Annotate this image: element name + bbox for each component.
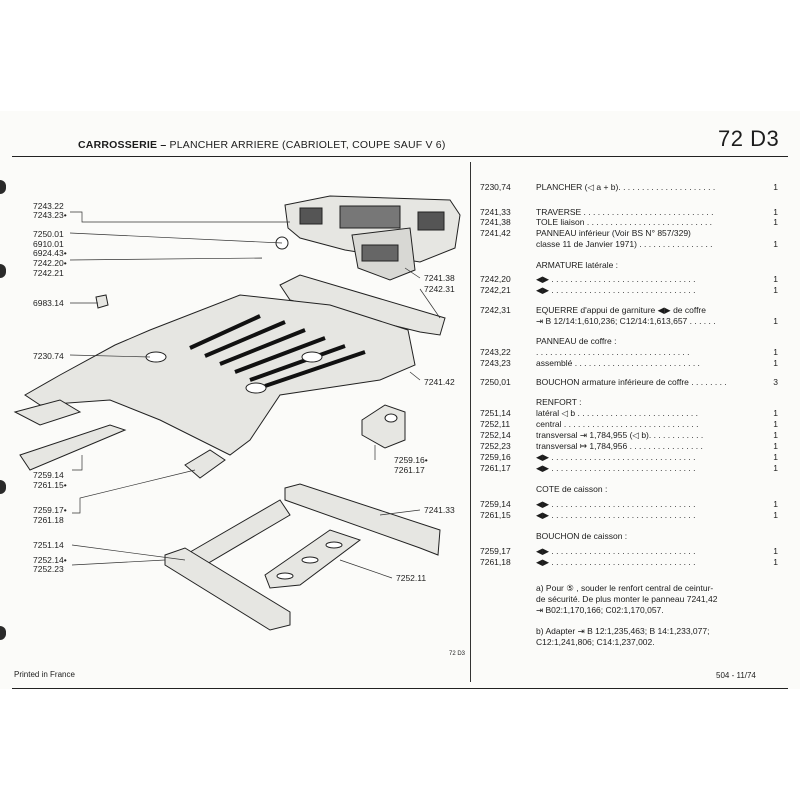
part-number: 7242,20 — [480, 274, 511, 284]
parts-row — [480, 441, 790, 452]
transverse-reinforcement-part — [165, 548, 290, 630]
footnote-line: de sécurité. De plus monter le panneau 7241,42 — [536, 594, 718, 604]
callout-6924-43: 6924.43• — [33, 248, 67, 258]
part-quantity: 1 — [773, 239, 778, 249]
part-description: latéral ◁ b . . . . . . . . . . . . . . . . . . . . . . . . . . — [536, 408, 698, 418]
callout-7251-14: 7251.14 — [33, 540, 64, 550]
part-description: ◀▶ . . . . . . . . . . . . . . . . . . . . . . . . . . . . . . . — [536, 285, 696, 295]
part-number: 7241,38 — [480, 217, 511, 227]
reinforcement-slot — [326, 542, 342, 548]
parts-row — [480, 499, 790, 510]
part-description: transversal ⇥ 1,784,955 (◁ b). . . . . . . . . . . . — [536, 430, 704, 440]
part-description: ◀▶ . . . . . . . . . . . . . . . . . . . . . . . . . . . . . . . — [536, 546, 696, 556]
parts-row — [480, 347, 790, 358]
part-quantity: 3 — [773, 377, 778, 387]
part-number: 7259,17 — [480, 546, 511, 556]
part-description: PANNEAU de coffre : — [536, 336, 617, 346]
part-quantity: 1 — [773, 557, 778, 567]
part-number: 7243,23 — [480, 358, 511, 368]
floor-plug-hole — [246, 383, 266, 393]
callout-7259-16: 7259.16• — [394, 455, 428, 465]
caisson-side-part — [15, 400, 80, 425]
part-number: 7252,14 — [480, 430, 511, 440]
part-number: 7261,17 — [480, 463, 511, 473]
footer-rule — [12, 688, 788, 689]
part-number: 7261,18 — [480, 557, 511, 567]
parts-row — [480, 408, 790, 419]
liaison-plate-opening — [362, 245, 398, 261]
figure-code: 72 D3 — [449, 651, 466, 657]
part-number: 7259,14 — [480, 499, 511, 509]
callout-7230-74: 7230.74 — [33, 351, 64, 361]
part-description: TOLE liaison . . . . . . . . . . . . . . . . . . . . . . . . . . . — [536, 217, 713, 227]
page-title — [78, 139, 446, 151]
caisson-plug-part — [185, 450, 225, 478]
part-description: TRAVERSE . . . . . . . . . . . . . . . . . . . . . . . . . . . . — [536, 207, 714, 217]
part-description: PLANCHER (◁ a + b). . . . . . . . . . . . . . . . . . . . . — [536, 182, 716, 192]
parts-row — [480, 358, 790, 369]
parts-row — [480, 316, 790, 327]
part-quantity: 1 — [773, 358, 778, 368]
footnote-line: ⇥ B02:1,170,166; C02:1,170,057. — [536, 605, 664, 615]
parts-row — [480, 452, 790, 463]
part-description: ◀▶ . . . . . . . . . . . . . . . . . . . . . . . . . . . . . . . — [536, 499, 696, 509]
part-quantity: 1 — [773, 510, 778, 520]
parts-row — [480, 285, 790, 296]
part-number: 7241,42 — [480, 228, 511, 238]
part-quantity: 1 — [773, 285, 778, 295]
callout-7241-33: 7241.33 — [424, 505, 455, 515]
part-description: ◀▶ . . . . . . . . . . . . . . . . . . . . . . . . . . . . . . . — [536, 510, 696, 520]
small-plug-part — [96, 295, 108, 308]
part-description: RENFORT : — [536, 397, 582, 407]
part-description: BOUCHON de caisson : — [536, 531, 628, 541]
parts-row — [480, 430, 790, 441]
callout-7259-14: 7259.14 — [33, 470, 64, 480]
part-number: 7242,21 — [480, 285, 511, 295]
callout-7241-42: 7241.42 — [424, 377, 455, 387]
trunk-panel-opening — [340, 206, 400, 228]
parts-row — [480, 239, 790, 250]
page-code: 72 D3 — [718, 126, 780, 151]
title-main: CARROSSERIE – — [78, 139, 170, 151]
part-number: 7241,33 — [480, 207, 511, 217]
part-number: 7250,01 — [480, 377, 511, 387]
side-reinforcement-part — [362, 405, 405, 448]
part-quantity: 1 — [773, 316, 778, 326]
parts-row — [480, 182, 790, 193]
parts-row — [480, 557, 790, 568]
footnote-line: C12:1,241,806; C14:1,237,002. — [536, 637, 655, 647]
callout-7261-15: 7261.15• — [33, 480, 67, 490]
part-number: 7230,74 — [480, 182, 511, 192]
part-description: BOUCHON armature inférieure de coffre . . . . . . . . — [536, 377, 727, 387]
part-number: 7261,15 — [480, 510, 511, 520]
footnote-line: a) Pour ⑤ , souder le renfort central de ceintur- — [536, 583, 714, 593]
part-description: ◀▶ . . . . . . . . . . . . . . . . . . . . . . . . . . . . . . . — [536, 463, 696, 473]
column-divider — [470, 162, 471, 682]
part-quantity: 1 — [773, 274, 778, 284]
parts-row — [480, 260, 790, 271]
callout-7242-21: 7242.21 — [33, 268, 64, 278]
part-number: 7259,16 — [480, 452, 511, 462]
parts-row — [480, 419, 790, 430]
parts-row — [480, 336, 790, 347]
title-rest: PLANCHER ARRIERE (CABRIOLET, COUPE SAUF V 6) — [169, 139, 446, 151]
part-quantity: 1 — [773, 546, 778, 556]
part-quantity: 1 — [773, 408, 778, 418]
callout-7250-01: 7250.01 — [33, 229, 64, 239]
parts-row — [480, 463, 790, 474]
parts-row — [480, 305, 790, 316]
parts-row — [480, 228, 790, 239]
callout-7243-23: 7243.23• — [33, 210, 67, 220]
part-description: ◀▶ . . . . . . . . . . . . . . . . . . . . . . . . . . . . . . . — [536, 557, 696, 567]
part-description: ◀▶ . . . . . . . . . . . . . . . . . . . . . . . . . . . . . . . — [536, 452, 696, 462]
footnote-line: b) Adapter ⇥ B 12:1,235,463; B 14:1,233,077; — [536, 626, 710, 636]
callout-7242-20: 7242.20• — [33, 258, 67, 268]
caisson-side-part — [20, 425, 125, 470]
part-quantity: 1 — [773, 441, 778, 451]
part-description: COTE de caisson : — [536, 484, 608, 494]
parts-row — [480, 546, 790, 557]
callout-7261-18: 7261.18 — [33, 515, 64, 525]
rear-floor-part — [25, 295, 415, 455]
callout-7252-14: 7252.14• — [33, 555, 67, 565]
callout-7242-31: 7242.31 — [424, 284, 455, 294]
part-description: transversal ↦ 1,784,956 . . . . . . . . . . . . . . . . — [536, 441, 703, 451]
part-number: 7243,22 — [480, 347, 511, 357]
callout-6983-14: 6983.14 — [33, 298, 64, 308]
parts-row — [480, 274, 790, 285]
trunk-panel-opening — [300, 208, 322, 224]
part-quantity: 1 — [773, 463, 778, 473]
part-quantity: 1 — [773, 452, 778, 462]
callout-7259-17: 7259.17• — [33, 505, 67, 515]
parts-row — [480, 531, 790, 542]
part-number: 7242,31 — [480, 305, 511, 315]
part-quantity: 1 — [773, 499, 778, 509]
part-quantity: 1 — [773, 430, 778, 440]
part-number: 7252,11 — [480, 419, 511, 429]
floor-plug-hole — [302, 352, 322, 362]
part-quantity: 1 — [773, 182, 778, 192]
footer-ref: 504 - 11/74 — [716, 671, 756, 680]
part-description: ◀▶ . . . . . . . . . . . . . . . . . . . . . . . . . . . . . . . — [536, 274, 696, 284]
part-quantity: 1 — [773, 347, 778, 357]
part-description: PANNEAU inférieur (Voir BS N° 857/329) — [536, 228, 691, 238]
part-description: assemblé . . . . . . . . . . . . . . . . . . . . . . . . . . . — [536, 358, 700, 368]
callout-6910-01: 6910.01 — [33, 239, 64, 249]
part-quantity: 1 — [773, 217, 778, 227]
parts-row — [480, 217, 790, 228]
part-description: ⇥ B 12/14:1,610,236; C12/14:1,613,657 . . . . . . — [536, 316, 716, 326]
footer-printed: Printed in France — [14, 670, 75, 679]
reinforcement-slot — [302, 557, 318, 563]
part-description: . . . . . . . . . . . . . . . . . . . . . . . . . . . . . . . . . — [536, 347, 690, 357]
part-quantity: 1 — [773, 419, 778, 429]
part-description: central . . . . . . . . . . . . . . . . . . . . . . . . . . . . . — [536, 419, 699, 429]
header-rule — [12, 156, 788, 157]
exploded-parts-drawing — [0, 160, 470, 680]
parts-row — [480, 484, 790, 495]
part-quantity: 1 — [773, 207, 778, 217]
part-description: classe 11 de Janvier 1971) . . . . . . . . . . . . . . . . — [536, 239, 713, 249]
parts-row — [480, 377, 790, 388]
reinforcement-slot — [277, 573, 293, 579]
part-description: EQUERRE d'appui de garniture ◀▶ de coffre — [536, 305, 706, 315]
parts-row — [480, 397, 790, 408]
trunk-panel-opening — [418, 212, 444, 230]
callout-7261-17: 7261.17 — [394, 465, 425, 475]
part-number: 7252,23 — [480, 441, 511, 451]
reinforcement-hole — [385, 414, 397, 422]
parts-row — [480, 510, 790, 521]
part-number: 7251,14 — [480, 408, 511, 418]
callout-7252-23: 7252.23 — [33, 564, 64, 574]
transverse-member-part — [285, 484, 440, 555]
callout-7252-11: 7252.11 — [396, 573, 427, 583]
part-description: ARMATURE latérale : — [536, 260, 619, 270]
callout-7241-38: 7241.38 — [424, 273, 455, 283]
callout-7243-22: 7243.22 — [33, 201, 64, 211]
